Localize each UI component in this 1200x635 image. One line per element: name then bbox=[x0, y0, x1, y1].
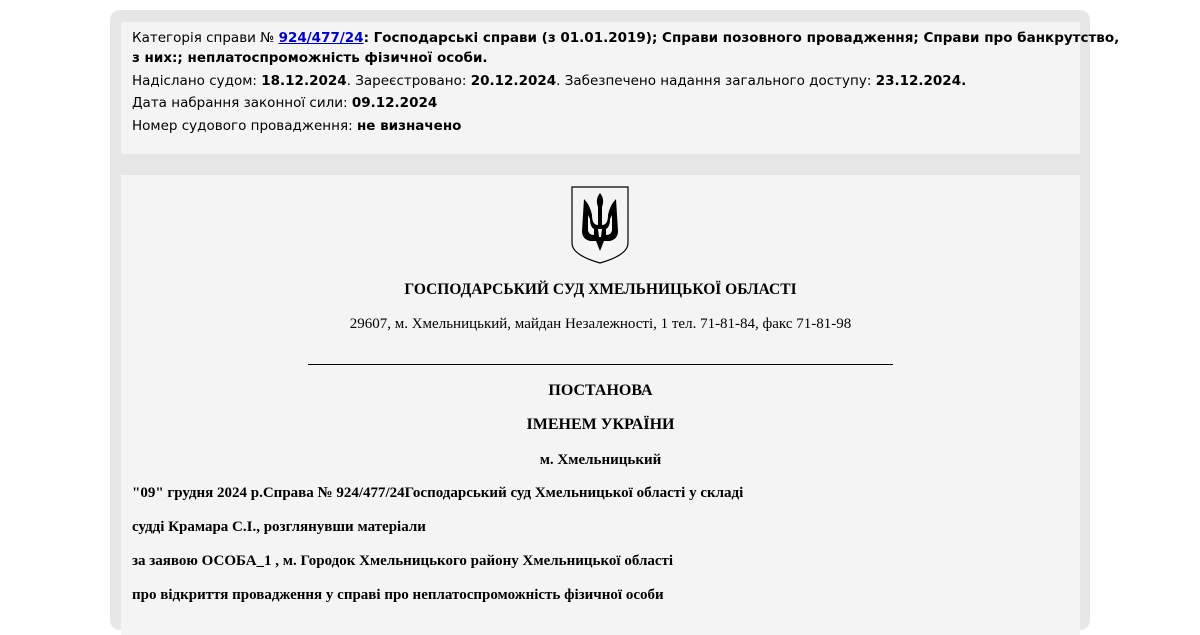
case-number-link[interactable]: 924/477/24 bbox=[278, 30, 364, 46]
case-meta-panel bbox=[121, 22, 1120, 154]
category-line bbox=[132, 30, 1119, 46]
body-line: про відкриття провадження у справі про неплатоспроможність фізичної особи bbox=[132, 587, 664, 603]
body-line: "09" грудня 2024 р.Справа № 924/477/24Господарський суд Хмельницької області у складі bbox=[132, 485, 744, 501]
category-line-2: з них:; неплатоспроможність фізичної особи. bbox=[132, 50, 488, 66]
document-type: ПОСТАНОВА bbox=[548, 382, 653, 399]
registered-label: . Зареєстровано: bbox=[346, 73, 471, 89]
proceeding-value: не визначено bbox=[356, 118, 462, 134]
proceeding-line bbox=[132, 118, 461, 134]
sent-date: 18.12.2024 bbox=[261, 73, 347, 89]
court-name: ГОСПОДАРСЬКИЙ СУД ХМЕЛЬНИЦЬКОЇ ОБЛАСТІ bbox=[404, 281, 797, 298]
effective-date: 09.12.2024 bbox=[351, 95, 438, 111]
body-line: судді Крамара С.І., розглянувши матеріали bbox=[132, 519, 426, 535]
access-label: . Забезпечено надання загального доступу: bbox=[556, 73, 876, 89]
category-text: : Господарські справи (з 01.01.2019); Справи позовного провадження; Справи про банкрутство, bbox=[363, 30, 1120, 46]
proceeding-label: Номер судового провадження: bbox=[132, 118, 357, 134]
ukraine-trident-icon bbox=[570, 185, 630, 265]
registered-date: 20.12.2024 bbox=[470, 73, 557, 89]
divider bbox=[308, 364, 893, 365]
access-date: 23.12.2024 bbox=[875, 73, 962, 89]
document-body bbox=[121, 175, 1080, 635]
effective-label: Дата набрання законної сили: bbox=[132, 95, 352, 111]
body-line: за заявою ОСОБА_1 , м. Городок Хмельницького району Хмельницької області bbox=[132, 553, 674, 569]
city: м. Хмельницький bbox=[539, 452, 662, 468]
access-end: . bbox=[961, 73, 967, 89]
sent-label: Надіслано судом: bbox=[132, 73, 262, 89]
court-address: 29607, м. Хмельницький, майдан Незалежності, 1 тел. 71-81-84, факс 71-81-98 bbox=[349, 316, 852, 332]
category-prefix: Категорія справи № bbox=[132, 30, 279, 46]
in-name-of: ІМЕНЕМ УКРАЇНИ bbox=[526, 416, 675, 433]
dates-line bbox=[132, 73, 966, 89]
effective-line bbox=[132, 95, 437, 111]
